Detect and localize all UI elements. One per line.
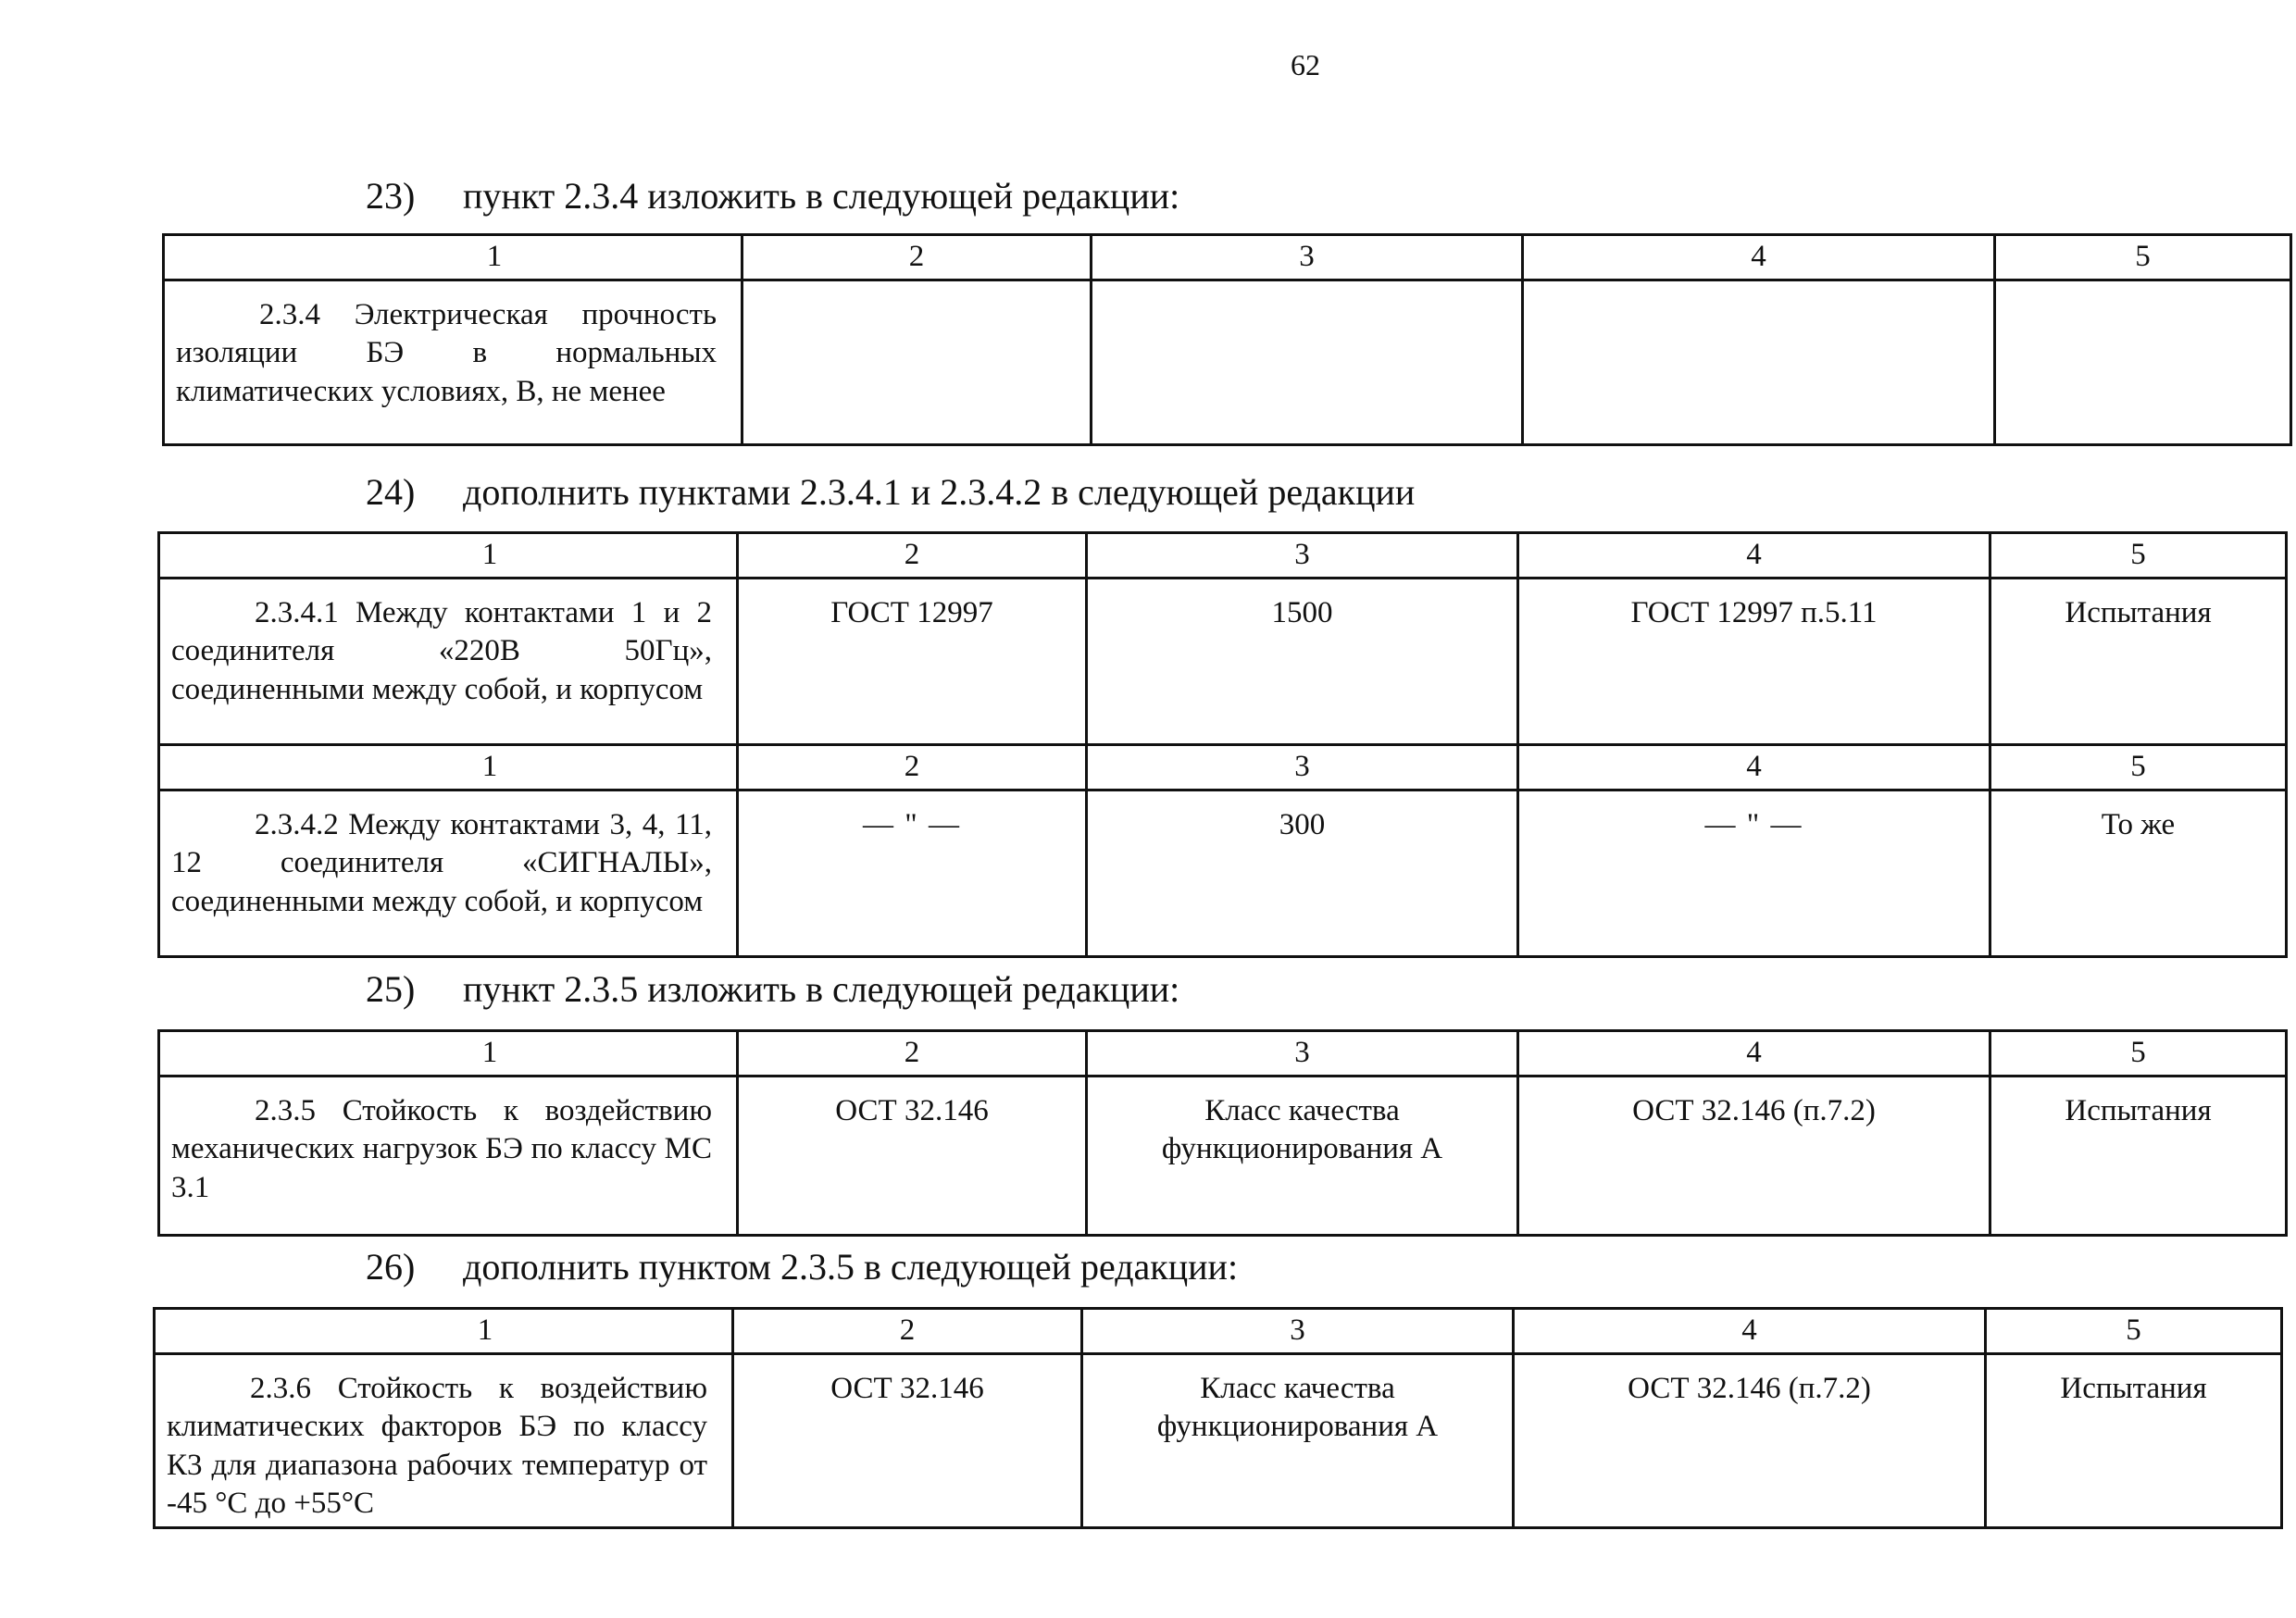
cell-value: Класс качества функционирования А (1087, 1077, 1518, 1236)
section-title: дополнить пунктами 2.3.4.1 и 2.3.4.2 в следующей редакции (463, 471, 1416, 513)
section-title: пункт 2.3.4 изложить в следующей редакции: (463, 175, 1180, 217)
table-header-row (159, 745, 2287, 790)
cell-method: — " — (1518, 790, 1990, 957)
cell-standard (742, 280, 1092, 445)
item-description: 2.3.4.2 Между контактами 3, 4, 11, 12 соединителя «СИГНАЛЫ», соединенными между собой, и корпусом (159, 790, 738, 957)
column-header: 1 (159, 533, 738, 579)
page-number: 62 (1291, 48, 1320, 81)
column-header: 3 (1087, 745, 1518, 790)
cell-standard: ОСТ 32.146 (733, 1354, 1082, 1528)
section-title: пункт 2.3.5 изложить в следующей редакции: (463, 968, 1180, 1010)
section-heading-23 (366, 174, 1179, 218)
cell-value (1092, 280, 1523, 445)
column-header: 1 (155, 1309, 733, 1354)
column-header: 2 (738, 745, 1087, 790)
column-header: 3 (1087, 533, 1518, 579)
column-header: 4 (1523, 235, 1995, 280)
cell-standard: ГОСТ 12997 (738, 579, 1087, 745)
item-description: 2.3.5 Стойкость к воздействию механических нагрузок БЭ по классу МС 3.1 (159, 1077, 738, 1236)
table-header-row (164, 235, 2291, 280)
column-header: 5 (1990, 745, 2287, 790)
column-header: 2 (733, 1309, 1082, 1354)
cell-value: 1500 (1087, 579, 1518, 745)
cell-control (1995, 280, 2291, 445)
section-heading-26 (366, 1245, 1238, 1288)
column-header: 5 (1990, 533, 2287, 579)
column-header: 2 (742, 235, 1092, 280)
column-header: 1 (164, 235, 742, 280)
table-row (164, 280, 2291, 445)
column-header: 3 (1082, 1309, 1514, 1354)
section-number: 25) (366, 968, 416, 1010)
table-section-23 (162, 233, 2292, 446)
cell-method: ОСТ 32.146 (п.7.2) (1518, 1077, 1990, 1236)
column-header: 5 (1995, 235, 2291, 280)
table-section-26 (153, 1307, 2283, 1529)
column-header: 3 (1092, 235, 1523, 280)
cell-value: Класс качества функционирования А (1082, 1354, 1514, 1528)
cell-control: То же (1990, 790, 2287, 957)
column-header: 1 (159, 745, 738, 790)
cell-method: ОСТ 32.146 (п.7.2) (1514, 1354, 1986, 1528)
table-header-row (155, 1309, 2282, 1354)
table-header-row (159, 1031, 2287, 1077)
section-number: 23) (366, 175, 416, 217)
column-header: 2 (738, 533, 1087, 579)
column-header: 4 (1514, 1309, 1986, 1354)
section-heading-24 (366, 470, 1415, 514)
column-header: 4 (1518, 1031, 1990, 1077)
column-header: 5 (1986, 1309, 2282, 1354)
column-header: 3 (1087, 1031, 1518, 1077)
cell-method (1523, 280, 1995, 445)
cell-standard: ОСТ 32.146 (738, 1077, 1087, 1236)
section-title: дополнить пунктом 2.3.5 в следующей редакции: (463, 1246, 1239, 1288)
column-header: 2 (738, 1031, 1087, 1077)
table-row (159, 1077, 2287, 1236)
section-number: 24) (366, 471, 416, 513)
section-number: 26) (366, 1246, 416, 1288)
column-header: 4 (1518, 533, 1990, 579)
section-heading-25 (366, 967, 1179, 1011)
item-description: 2.3.4 Электрическая прочность изоляции БЭ в нормальных климатических условиях, В, не менее (164, 280, 742, 445)
cell-control: Испытания (1986, 1354, 2282, 1528)
cell-standard: — " — (738, 790, 1087, 957)
column-header: 4 (1518, 745, 1990, 790)
table-row (155, 1354, 2282, 1528)
cell-control: Испытания (1990, 579, 2287, 745)
cell-value: 300 (1087, 790, 1518, 957)
item-description: 2.3.6 Стойкость к воздействию климатических факторов БЭ по классу К3 для диапазона рабочих температур от -45 °С до +55°С (155, 1354, 733, 1528)
table-section-25 (157, 1029, 2288, 1237)
cell-method: ГОСТ 12997 п.5.11 (1518, 579, 1990, 745)
cell-control: Испытания (1990, 1077, 2287, 1236)
table-row (159, 790, 2287, 957)
table-row (159, 579, 2287, 745)
column-header: 1 (159, 1031, 738, 1077)
item-description: 2.3.4.1 Между контактами 1 и 2 соединителя «220В 50Гц», соединенными между собой, и корпусом (159, 579, 738, 745)
column-header: 5 (1990, 1031, 2287, 1077)
table-header-row (159, 533, 2287, 579)
table-section-24 (157, 531, 2288, 958)
